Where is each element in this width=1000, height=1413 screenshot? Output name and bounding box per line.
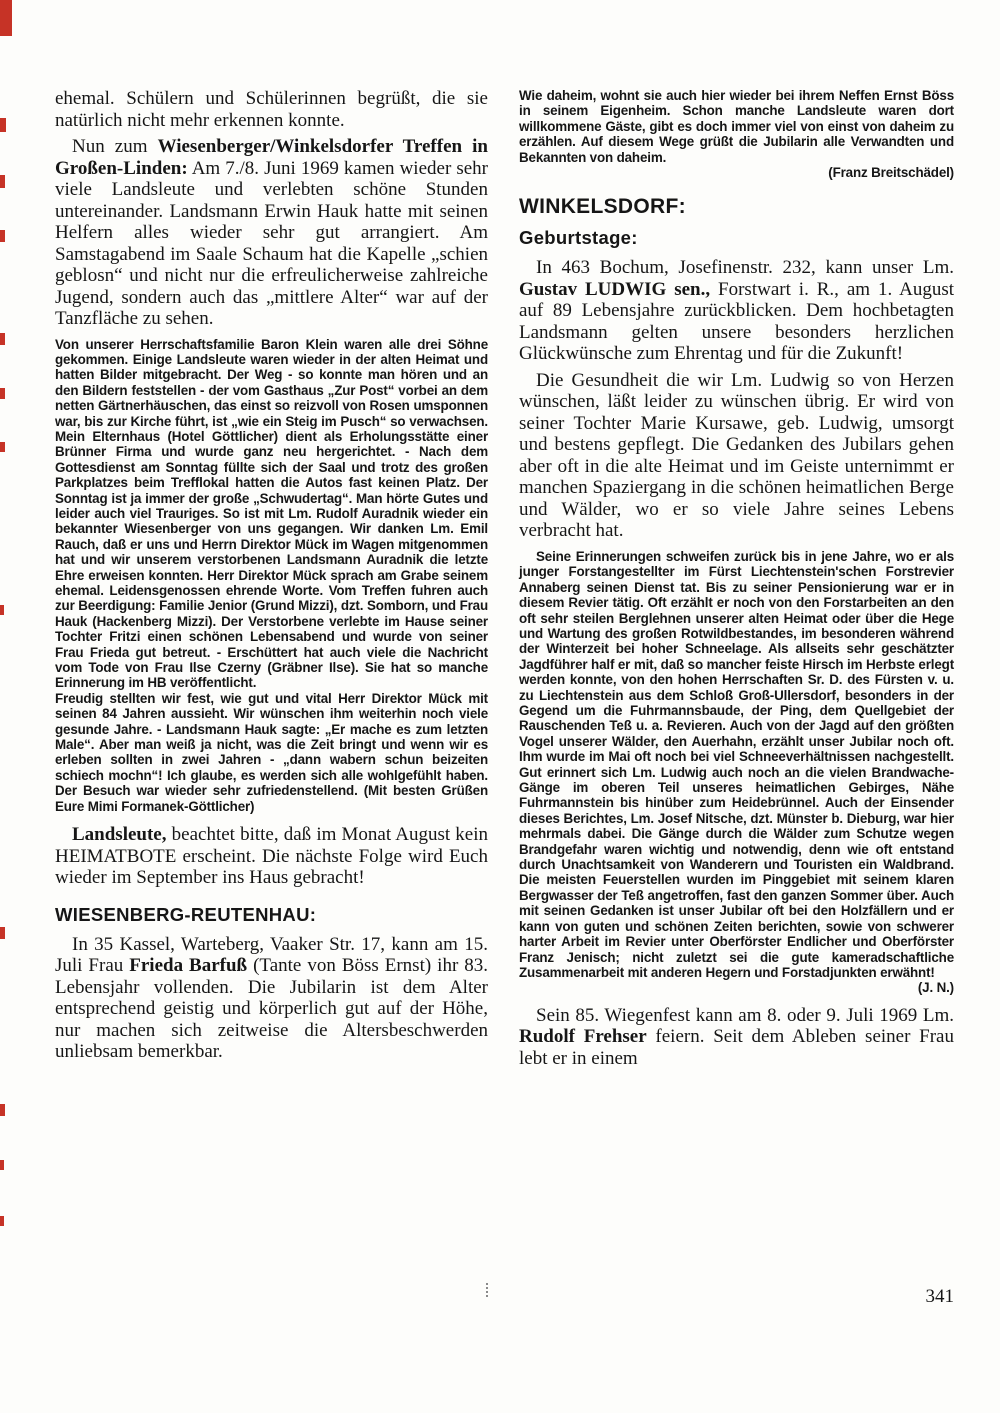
body-text: (Tante von Böss Ernst) ihr 83. Lebensjahr vollenden. Die Jubilarin ist dem Alter entsprechend geistig und körperlich gut auf der Höhe, nur machen sich zeitweise die Altersbeschwerden unliebsam bemerkbar. bbox=[55, 955, 489, 1063]
body-text: Die Gesundheit die wir Lm. Ludwig so von Herzen wünschen, läßt leider zu wünschen übrig. Er wird von seiner Tochter Marie Kursawe, geb. Ludwig, umsorgt und bestens gepflegt. Die Gedanken des Jubilars gehen aber oft in die alte Heimat und im Geiste unternimmt er manchen Spaziergang in die schönen heimatlichen Berge und Wälder, wo er so viele Jahre seines Lebens verbracht hat. bbox=[519, 369, 954, 542]
scan-mark bbox=[0, 927, 5, 939]
paragraph bbox=[519, 88, 954, 165]
body-text: Nun zum bbox=[72, 136, 158, 157]
body-text: In 463 Bochum, Josefinenstr. 232, kann unser Lm. bbox=[536, 257, 954, 279]
emphasis-text: Gustav LUDWIG sen., bbox=[519, 278, 711, 300]
section-heading: WINKELSDORF: bbox=[519, 195, 686, 219]
scan-mark bbox=[0, 388, 5, 399]
body-text: feiern. Seit dem Ableben seiner Frau lebt er in einem bbox=[519, 1026, 954, 1069]
scan-mark bbox=[0, 1160, 4, 1170]
body-text: In 35 Kassel, Warteberg, Vaaker Str. 17, kann am 15. Juli Frau bbox=[55, 933, 488, 977]
signature bbox=[519, 165, 954, 180]
paragraph bbox=[519, 370, 954, 542]
body-text: (Franz Breitschädel) bbox=[828, 165, 954, 181]
emphasis-text: Frieda Barfuß bbox=[129, 955, 248, 977]
paragraph bbox=[519, 1005, 954, 1070]
section-heading: Geburtstage: bbox=[519, 227, 638, 249]
body-text: Sein 85. Wiegenfest kann am 8. oder 9. Juli 1969 Lm. bbox=[536, 1004, 954, 1026]
paragraph bbox=[519, 549, 954, 980]
scan-mark bbox=[0, 605, 4, 615]
paragraph bbox=[55, 691, 488, 814]
body-text: Seine Erinnerungen schweifen zurück bis in jene Jahre, wo er als junger Forstangestellter im Fürst Liechtenstein'schen Forstrevier Annaberg seinen Dienst tat. Bis zu seiner Pensionierung war er in diesem Revier tätig. Oft erzählt er noch von den Forstarbeiten an den oft sehr steilen Berglehnen unserer alten Heimat oder über die Hege und Wartung des großen Rotwildbestandes, im besonderen während der Winterzeit bei hoher Schneelage. Als allseits sehr geschätzter Jagdführer half er mit, daß so mancher feiste Hirsch im Herbste erlegt werden konnte, von den hohen Herrschaften Sr. D. des Fürsten v. u. zu Liechtenstein aus dem Schloß Groß-Ullersdorf, besonders in der Gegend um die Fuhrmannsbaude, der Ping, dem Quellgebiet der Rauschenden Teß u. a. Revieren. Auch von der Jagd auf den größten Vogel unserer Wälder, den Auerhahn, erzählt unser Jubilar noch oft. Ihm wurde im Mai oft noch bei viel Schneeverhältnissen nachgestellt. Gut erinnert sich Lm. Ludwig auch noch an die vielen Brandwache-Gänge im oberen Teil unseres heimatlichen Gebirges, Nähe Fuhrmannstein bis hinüber zum Heidebrünnel. Auch der Einsender dieses Berichtes, Lm. Josef Nitsche, dzt. Münster b. Dieburg, war hier mehrmals dabei. Die Gänge durch die Wälder zum Schutze wegen Brandgefahr waren wichtig und notwendig, denn wie oft entstand durch Unachtsamkeit von Wanderern und Touristen ein Waldbrand. Die meisten Feuerstellen wurden im Pinggebiet mit seinem klaren Bergwasser der Teß angetroffen, fast den ganzen Sommer über. Auch mit seinen Gedanken ist unser Jubilar oft bei den Holzfällern und er kann von guten und schönen Zeiten berichten, sowie von schwerer harter Arbeit im Revier unter Oberförster Endlicher und Oberförster Franz Jenisch; nicht zuletzt sei die gute kameradschaftliche Zusammenarbeit mit anderen Hegern und Forstadjunkten erwähnt! bbox=[519, 548, 954, 980]
page-number: 341 bbox=[925, 1286, 954, 1307]
scan-mark bbox=[0, 1104, 5, 1116]
paragraph bbox=[55, 88, 488, 131]
paragraph bbox=[55, 824, 488, 889]
paragraph bbox=[55, 337, 488, 691]
body-text: Am 7./8. Juni 1969 kamen wieder sehr viele Landsleute und verlebten schöne Stunden untereinander. Landsmann Erwin Hauk hatte mit seinen Helfern alles wieder sehr gut arrangiert. Am Samstagabend im Saale Schaum hat die Kapelle „schien geblosn“ und nicht nur die erfreulicherweise zahlreiche Jugend, sondern auch das „mittlere Alter“ war auf der Tanzfläche zu sehen. bbox=[55, 157, 488, 329]
emphasis-text: Wiesenberger/Winkelsdorfer Treffen in Großen-Linden: bbox=[55, 136, 488, 179]
body-text: ehemal. Schülern und Schülerinnen begrüßt, die sie natürlich nicht mehr erkennen konnte. bbox=[55, 88, 488, 131]
body-text: Wie daheim, wohnt sie auch hier wieder bei ihrem Neffen Ernst Böss in seinem Eigenheim. Schon manche Landsleute waren dort willkommene Gäste, gibt es doch immer viel von einst von daheim zu erzählen. Auf diesem Wege grüßt die Jubilarin alle Verwandten und Bekannten von daheim. bbox=[519, 88, 954, 165]
signature bbox=[519, 980, 954, 995]
scan-mark bbox=[0, 230, 5, 242]
scan-mark bbox=[0, 118, 6, 132]
left-column bbox=[55, 88, 488, 1063]
paragraph bbox=[519, 257, 954, 365]
body-text: (J. N.) bbox=[917, 980, 954, 996]
body-text: Freudig stellten wir fest, wie gut und vital Herr Direktor Mück mit seinen 84 Jahren aussieht. Wir wünschen ihm weiterhin noch viele gesunde Jahre. - Landsmann Hauk sagte: „Er mache es zum letzten Male“. Aber man weiß ja nicht, was die Zeit bringt und wenn wir es erleben sollten in zwei Jahren - „dann wabern schun beizeiten schiech mochn“! Ich glaube, es werden sich alle wohlgefühlt haben. Der Besuch war wieder sehr zufriedenstellend. (Mit besten Grüßen Eure Mimi Formanek-Göttlicher) bbox=[55, 690, 488, 814]
body-text: beachtet bitte, daß im Monat August kein HEIMATBOTE erscheint. Die nächste Folge wird Euch wieder im September ins Haus gebracht! bbox=[55, 824, 488, 889]
body-text: Von unserer Herrschaftsfamilie Baron Klein waren alle drei Söhne gekommen. Einige Landsleute waren wieder in der alten Heimat und hatten Bilder mitgebracht. Der Weg - so konnte man hören und an den Bildern feststellen - der vom Gasthaus „Zur Post“ vorbei an dem netten Gärtnerhäuschen, das einst so reizvoll von Rosen umsponnen war, bis zur Kirche führt, ist „wie ein Steig im Pusch“ so verwachsen. Mein Elternhaus (Hotel Göttlicher) dient als Erholungsstätte einer Brünner Firma und wurde ganz neu hergerichtet. - Nach dem Gottesdienst am Sonntag füllte sich der Saal und trotz des großen Parkplatzes beim Trefflokal hatten die Autos fast keinen Platz. Der Sonntag ist ja immer der große „Schwudertag“. Man hörte Gutes und leider auch viel Trauriges. So ist mit Lm. Rudolf Auradnik wieder ein bekannter Wiesenberger von uns gegangen. Wir danken Lm. Emil Rauch, daß er uns und Herrn Direktor Mück im Wagen mitgenommen hat und wir unserem verstorbenen Landsmann Auradnik die letzte Ehre erweisen konnten. Herr Direktor Mück sprach am Grabe seinem ehemal. Leidensgenossen ehrende Worte. Vom Treffen fuhren auch zur Beerdigung: Familie Jenior (Grund Mizzi), dzt. Somborn, und Frau Hauk (Hackenberg Mizzi). Der Verstorbene verlebte im Hause seiner Tochter Fritzi einen schönen Lebensabend und wurde von seiner Frau Frieda gut betreut. - Erschüttert hat auch viele die Nachricht vom Tode von Frau Ilse Czerny (Gräbner Ilse). Sie hat so manche Erinnerung im HB veröffentlicht. bbox=[55, 336, 488, 691]
emphasis-text: Landsleute, bbox=[72, 824, 167, 846]
scan-mark bbox=[0, 442, 5, 452]
section-heading: WIESENBERG-REUTENHAU: bbox=[55, 903, 317, 925]
body-text: Forstwart i. R., am 1. August auf 89 Lebensjahre zurückblicken. Dem hochbetagten Landsmann gelten unsere besonders herzlichen Glückwünsche zum Ehrentag und für die Zukunft! bbox=[519, 278, 955, 365]
scan-mark bbox=[0, 1216, 4, 1226]
scan-mark bbox=[486, 1283, 490, 1297]
scan-mark bbox=[0, 0, 12, 36]
paragraph bbox=[55, 136, 488, 330]
emphasis-text: Rudolf Frehser bbox=[519, 1026, 647, 1048]
scan-mark bbox=[0, 333, 5, 345]
right-column bbox=[519, 88, 954, 1069]
scan-mark bbox=[0, 175, 5, 188]
paragraph bbox=[55, 934, 488, 1063]
